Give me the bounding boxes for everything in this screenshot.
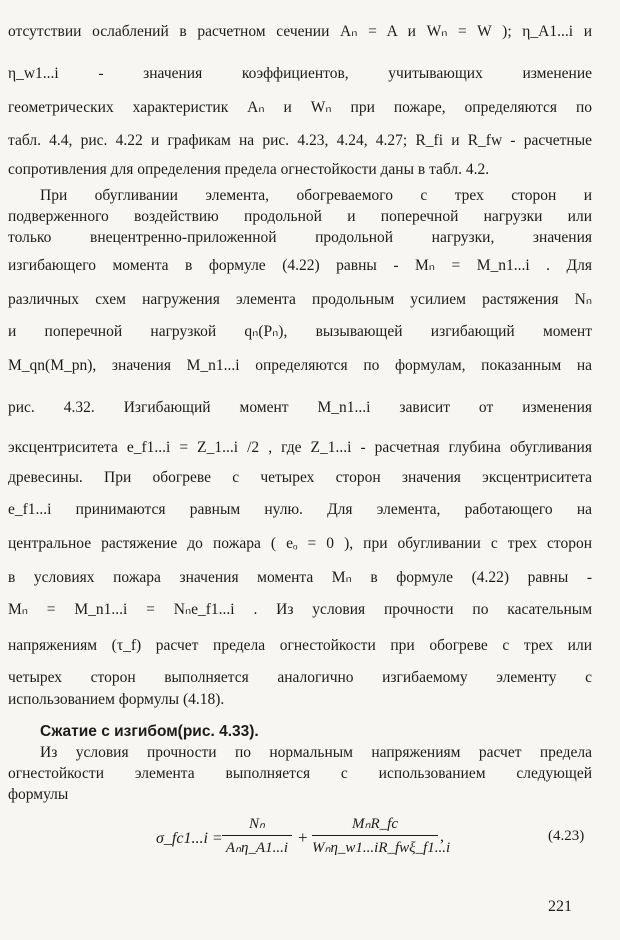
text-line: огнестойкости элемента выполняется с использованием следующей xyxy=(8,765,592,782)
page-number: 221 xyxy=(548,898,572,915)
equation-number: (4.23) xyxy=(548,828,585,844)
fraction-2-numerator: MₙR_fc xyxy=(352,816,398,832)
equation-4-23 xyxy=(8,808,592,868)
text-line: геометрических характеристик Aₙ и Wₙ при пожаре, определяются по xyxy=(8,99,592,116)
text-line: четырех сторон выполняется аналогично изгибаемому элементу с xyxy=(8,669,592,686)
text-line: использованием формулы (4.18). xyxy=(8,691,225,708)
text-line: эксцентриситета e_f1...i = Z_1...i /2 , где Z_1...i - расчетная глубина обугливания xyxy=(8,439,592,456)
text-line: табл. 4.4, рис. 4.22 и графикам на рис. 4.23, 4.24, 4.27; R_fi и R_fw - расчетные xyxy=(8,132,592,149)
text-line: древесины. При обогреве с четырех сторон значения эксцентриситета xyxy=(8,469,592,486)
text-line: формулы xyxy=(8,786,69,803)
text-line: центральное растяжение до пожара ( eₒ = 0 ), при обугливании с трех сторон xyxy=(8,535,592,552)
text-line: M_qn(M_pn), значения M_n1...i определяются по формулам, показанным на xyxy=(8,357,592,374)
text-line: напряжениям (τ_f) расчет предела огнестойкости при обогреве с трех или xyxy=(8,637,592,654)
text-line: отсутствии ослаблений в расчетном сечении Aₙ = A и Wₙ = W ); η_A1...i и xyxy=(8,23,592,40)
text-line: и поперечной нагрузкой qₙ(Pₙ), вызывающей изгибающий момент xyxy=(8,323,592,340)
equation-fraction-2 xyxy=(312,814,451,857)
fraction-2-denominator: Wₙη_w1...iR_fwξ_f1...i xyxy=(312,840,451,856)
text-line: подверженного воздействию продольной и поперечной нагрузки или xyxy=(8,208,592,225)
text-line: только внецентренно-приложенной продольной нагрузки, значения xyxy=(8,229,592,246)
text-line: При обугливании элемента, обогреваемого с трех сторон и xyxy=(40,187,592,204)
equation-comma: , xyxy=(440,828,444,845)
text-line: Сжатие с изгибом(рис. 4.33). xyxy=(40,723,259,740)
text-line: e_f1...i принимаются равным нулю. Для элемента, работающего на xyxy=(8,501,592,518)
text-line: в условиях пожара значения момента Mₙ в формуле (4.22) равны - xyxy=(8,569,592,586)
text-line: Mₙ = M_n1...i = Nₙe_f1...i . Из условия прочности по касательным xyxy=(8,601,592,618)
text-line: Из условия прочности по нормальным напряжениям расчет предела xyxy=(40,744,592,761)
fraction-1-denominator: Aₙη_A1...i xyxy=(225,840,289,856)
text-line: различных схем нагружения элемента продольным усилием растяжения Nₙ xyxy=(8,291,592,308)
equation-plus: + xyxy=(298,828,308,847)
fraction-1-numerator: Nₙ xyxy=(249,816,265,832)
text-line: η_w1...i - значения коэффициентов, учитывающих изменение xyxy=(8,65,592,82)
equation-fraction-1 xyxy=(222,814,292,857)
equation-lhs: σ_fc1...i = xyxy=(156,830,223,847)
text-line: изгибающего момента в формуле (4.22) равны - Mₙ = M_n1...i . Для xyxy=(8,257,592,274)
text-line: рис. 4.32. Изгибающий момент M_n1...i зависит от изменения xyxy=(8,399,592,416)
text-line: сопротивления для определения предела огнестойкости даны в табл. 4.2. xyxy=(8,161,490,178)
